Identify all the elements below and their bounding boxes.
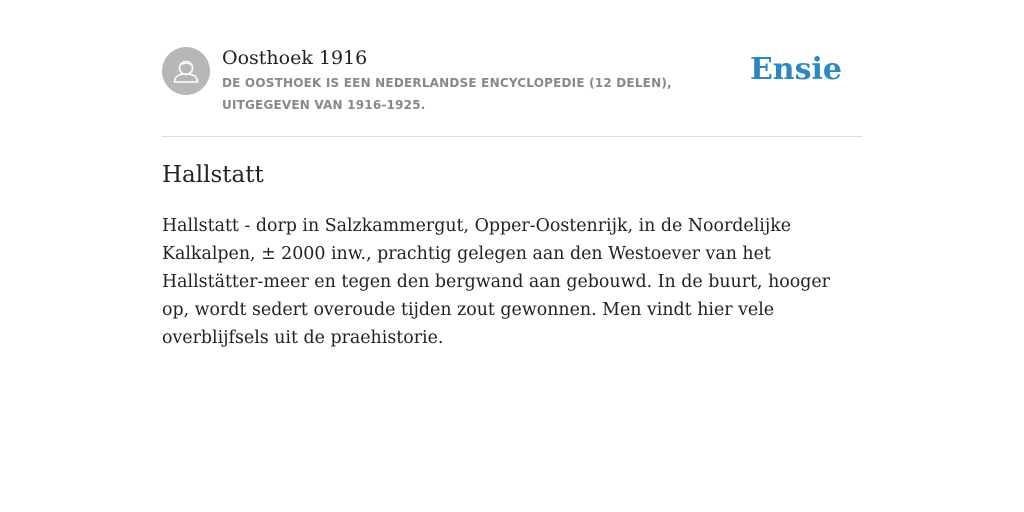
source-header <box>162 0 862 137</box>
article-card <box>162 0 862 512</box>
ensie-logo-link[interactable]: Ensie <box>749 52 842 87</box>
source-name[interactable]: Oosthoek 1916 <box>222 47 368 69</box>
entry-title: Hallstatt <box>162 162 264 188</box>
user-icon <box>162 47 210 95</box>
entry-text: Hallstatt - dorp in Salzkammergut, Opper-Oostenrijk, in de Noordelijke Kalkalpen, ± 2000 inw., prachtig gelegen aan den Westoever van het Hallstätter-meer en tegen den bergwand aan gebouwd. In de buurt, hooger op, wordt sedert overoude tijden zout gewonnen. Men vindt hier vele overblijfsels uit de praehistorie. <box>162 216 830 348</box>
avatar[interactable] <box>162 47 210 95</box>
source-description: DE OOSTHOEK IS EEN NEDERLANDSE ENCYCLOPEDIE (12 DELEN), UITGEGEVEN VAN 1916-1925. <box>222 76 672 112</box>
